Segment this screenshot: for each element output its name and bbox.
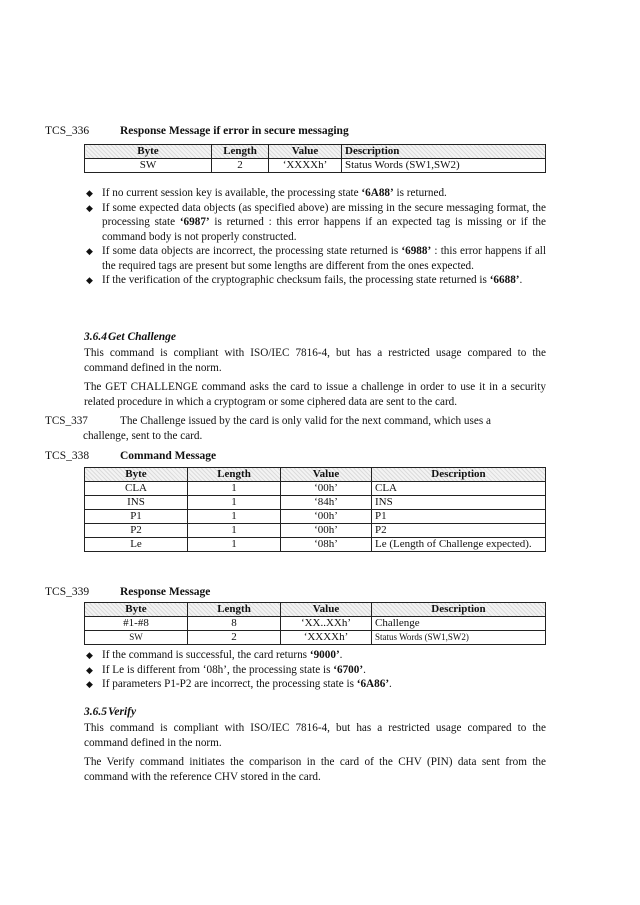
section-heading-verify: 3.6.5Verify <box>84 706 137 718</box>
cell: ‘XXXXh’ <box>269 159 342 173</box>
requirement-title: Response Message <box>120 586 211 598</box>
paragraph: The GET CHALLENGE command asks the card to issue a challenge in order to use it in a security related procedure in which a cryptogram or some ciphered data are sent to the card. <box>84 381 546 408</box>
paragraph: This command is compliant with ISO/IEC 7816-4, but has a restricted usage compared to the command defined in the norm. <box>84 347 546 374</box>
list-item: ◆ If the command is successful, the card returns ‘9000’. <box>86 649 343 661</box>
col-header: Length <box>188 603 281 617</box>
table-row: P2 1 ‘00h’ P2 <box>85 524 546 538</box>
requirement-tcs338-heading <box>45 449 216 464</box>
list-item: ◆ If some expected data objects (as specified above) are missing in the secure messaging format, the processing state ‘6987’ is returned : this error happens if an expected tag is missing or if the command body is not properly constructed. <box>86 201 546 243</box>
diamond-bullet-icon: ◆ <box>86 275 93 285</box>
list-item: ◆ If Le is different from ‘08h’, the processing state is ‘6700’. <box>86 663 366 676</box>
list-item: ◆ If parameters P1-P2 are incorrect, the processing state is ‘6A86’. <box>86 678 392 690</box>
diamond-bullet-icon: ◆ <box>86 664 93 675</box>
col-header: Value <box>269 145 342 159</box>
cell: Status Words (SW1,SW2) <box>342 159 546 173</box>
table-row <box>85 159 546 173</box>
diamond-bullet-icon: ◆ <box>86 650 93 660</box>
requirement-tcs337: TCS_337 The Challenge issued by the card is only valid for the next command, which uses a challenge, sent to the card. <box>45 415 491 442</box>
response-message-table <box>84 602 546 645</box>
col-header: Description <box>342 145 546 159</box>
error-list <box>84 186 546 288</box>
col-header: Byte <box>85 145 212 159</box>
requirement-tcs336-heading <box>45 124 349 139</box>
diamond-bullet-icon: ◆ <box>86 246 93 256</box>
col-header: Value <box>281 468 372 482</box>
col-header: Value <box>281 603 372 617</box>
table-row: #1-#8 8 ‘XX..XXh’ Challenge <box>85 617 546 631</box>
response-list <box>84 648 546 692</box>
diamond-bullet-icon: ◆ <box>86 188 93 198</box>
paragraph: This command is compliant with ISO/IEC 7816-4, but has a restricted usage compared to the command defined in the norm. <box>84 722 546 749</box>
error-response-table <box>84 144 546 173</box>
table-row: CLA 1 ‘00h’ CLA <box>85 482 546 496</box>
col-header: Byte <box>85 468 188 482</box>
requirement-id: TCS_336 <box>45 125 90 137</box>
col-header: Length <box>188 468 281 482</box>
list-item: ◆ If the verification of the cryptographic checksum fails, the processing state returned is ‘6688’. <box>86 274 523 286</box>
col-header: Byte <box>85 603 188 617</box>
requirement-title: Command Message <box>120 450 217 462</box>
list-item: ◆ If some data objects are incorrect, the processing state returned is ‘6988’ : this error happens if all the required tags are present but some lengths are different from the ones expected. <box>86 245 547 272</box>
table-row: INS 1 ‘84h’ INS <box>85 496 546 510</box>
diamond-bullet-icon: ◆ <box>86 679 93 689</box>
requirement-id: TCS_339 <box>45 586 90 598</box>
col-header: Description <box>372 603 546 617</box>
diamond-bullet-icon: ◆ <box>86 202 93 213</box>
requirement-id: TCS_338 <box>45 450 90 462</box>
paragraph: The Verify command initiates the comparison in the card of the CHV (PIN) data sent from the command with the reference CHV stored in the card. <box>84 756 546 783</box>
table-row: P1 1 ‘00h’ P1 <box>85 510 546 524</box>
table-row: SW 2 ‘XXXXh’ Status Words (SW1,SW2) <box>85 631 546 645</box>
list-item: ◆ If no current session key is available, the processing state ‘6A88’ is returned. <box>86 187 447 199</box>
col-header: Length <box>212 145 269 159</box>
requirement-id: TCS_337 <box>45 415 88 427</box>
table-row: Le 1 ‘08h’ Le (Length of Challenge expected). <box>85 538 546 552</box>
cell: 2 <box>212 159 269 173</box>
col-header: Description <box>372 468 546 482</box>
requirement-tcs339-heading <box>45 585 210 600</box>
cell: SW <box>85 159 212 173</box>
section-heading-get-challenge: 3.6.4Get Challenge <box>84 331 177 343</box>
requirement-title: Response Message if error in secure messaging <box>120 125 349 137</box>
command-message-table <box>84 467 546 552</box>
